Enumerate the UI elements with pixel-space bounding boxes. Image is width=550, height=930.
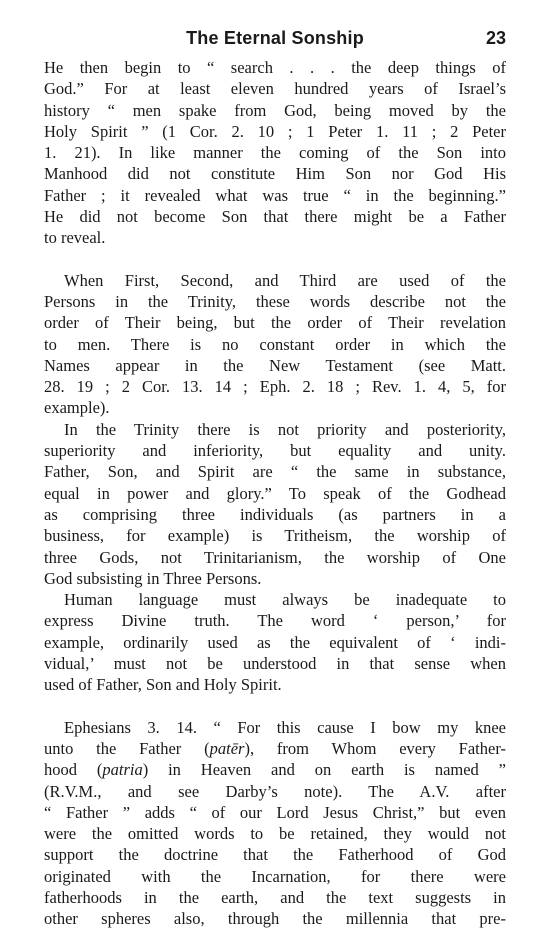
text-line: Human language must always be inadequate to: [64, 590, 506, 610]
paragraph-eternal-sonship-intro: [44, 57, 506, 249]
text-line: 1. 21). In like manner the coming of the Son into: [44, 143, 506, 163]
paragraph-equality-and-unity: [44, 419, 506, 589]
text-line: He then begin to “ search . . . the deep things of: [44, 58, 506, 77]
text-line: history “ men spake from God, being moved by the: [44, 100, 506, 120]
text-line: God.” For at least eleven hundred years of Israel’s: [44, 79, 506, 99]
page-number: 23: [485, 28, 506, 48]
text-line: (R.V.M., and see Darby’s note). The A.V. after: [44, 781, 506, 801]
page-body: [44, 57, 506, 930]
text-line: originated with the Incarnation, for there were: [44, 866, 506, 886]
text-line: God subsisting in Three Persons.: [44, 568, 262, 588]
paragraph-order-of-persons: [44, 270, 506, 419]
text-line: express Divine truth. The word ‘ person,’ for: [44, 611, 506, 631]
text-line: Persons in the Trinity, these words describe not the: [44, 291, 506, 311]
text-line: hood (patria) in Heaven and on earth is named ”: [44, 760, 507, 780]
page-header: [44, 28, 506, 52]
text-line: three Gods, not Trinitarianism, the worship of One: [44, 547, 506, 567]
section-gap: [44, 696, 506, 717]
text-line: He did not become Son that there might be a Father: [44, 207, 506, 227]
text-line: order of Their being, but the order of Their revelation: [44, 313, 506, 333]
text-line: fatherhoods in the earth, and the text suggests in: [44, 887, 506, 907]
paragraph-human-language: [44, 589, 506, 695]
text-line: superiority and inferiority, but equality and unity.: [44, 441, 506, 461]
text-line: to men. There is no constant order in which the: [44, 334, 506, 354]
text-line: When First, Second, and Third are used of the: [64, 270, 506, 290]
text-line: Father, Son, and Spirit are “ the same in substance,: [44, 462, 506, 482]
text-line: vidual,’ must not be understood in that sense when: [44, 654, 506, 674]
text-line: Holy Spirit ” (1 Cor. 2. 10 ; 1 Peter 1. 11 ; 2 Peter: [44, 121, 506, 141]
section-gap: [44, 249, 506, 270]
text-line: support the doctrine that the Fatherhood of God: [44, 845, 506, 865]
text-line: 28. 19 ; 2 Cor. 13. 14 ; Eph. 2. 18 ; Rev. 1. 4, 5, for: [44, 377, 506, 397]
text-line: example).: [44, 398, 110, 418]
text-line: used of Father, Son and Holy Spirit.: [44, 675, 282, 695]
text-line: example, ordinarily used as the equivalent of ‘ indi-: [44, 632, 506, 652]
text-line: unto the Father (patēr), from Whom every Father-: [44, 738, 506, 758]
text-line: other spheres also, through the millennia that pre-: [44, 909, 506, 929]
text-line: were the omitted words to be retained, they would not: [44, 824, 506, 844]
text-line: as comprising three individuals (as partners in a: [44, 504, 506, 524]
text-line: Ephesians 3. 14. “ For this cause I bow my knee: [64, 717, 506, 737]
text-line: Father ; it revealed what was true “ in the beginning.”: [44, 185, 506, 205]
text-line: business, for example) is Tritheism, the worship of: [44, 526, 506, 546]
text-line: Manhood did not constitute Him Son nor God His: [44, 164, 506, 184]
running-title: The Eternal Sonship: [186, 28, 364, 48]
text-line: “ Father ” adds “ of our Lord Jesus Christ,” but even: [44, 802, 506, 822]
text-line: equal in power and glory.” To speak of the Godhead: [44, 483, 506, 503]
paragraph-ephesians: [44, 717, 506, 930]
text-line: to reveal.: [44, 228, 106, 248]
text-line: In the Trinity there is not priority and posteriority,: [64, 419, 506, 439]
text-line: Names appear in the New Testament (see Matt.: [44, 355, 506, 375]
